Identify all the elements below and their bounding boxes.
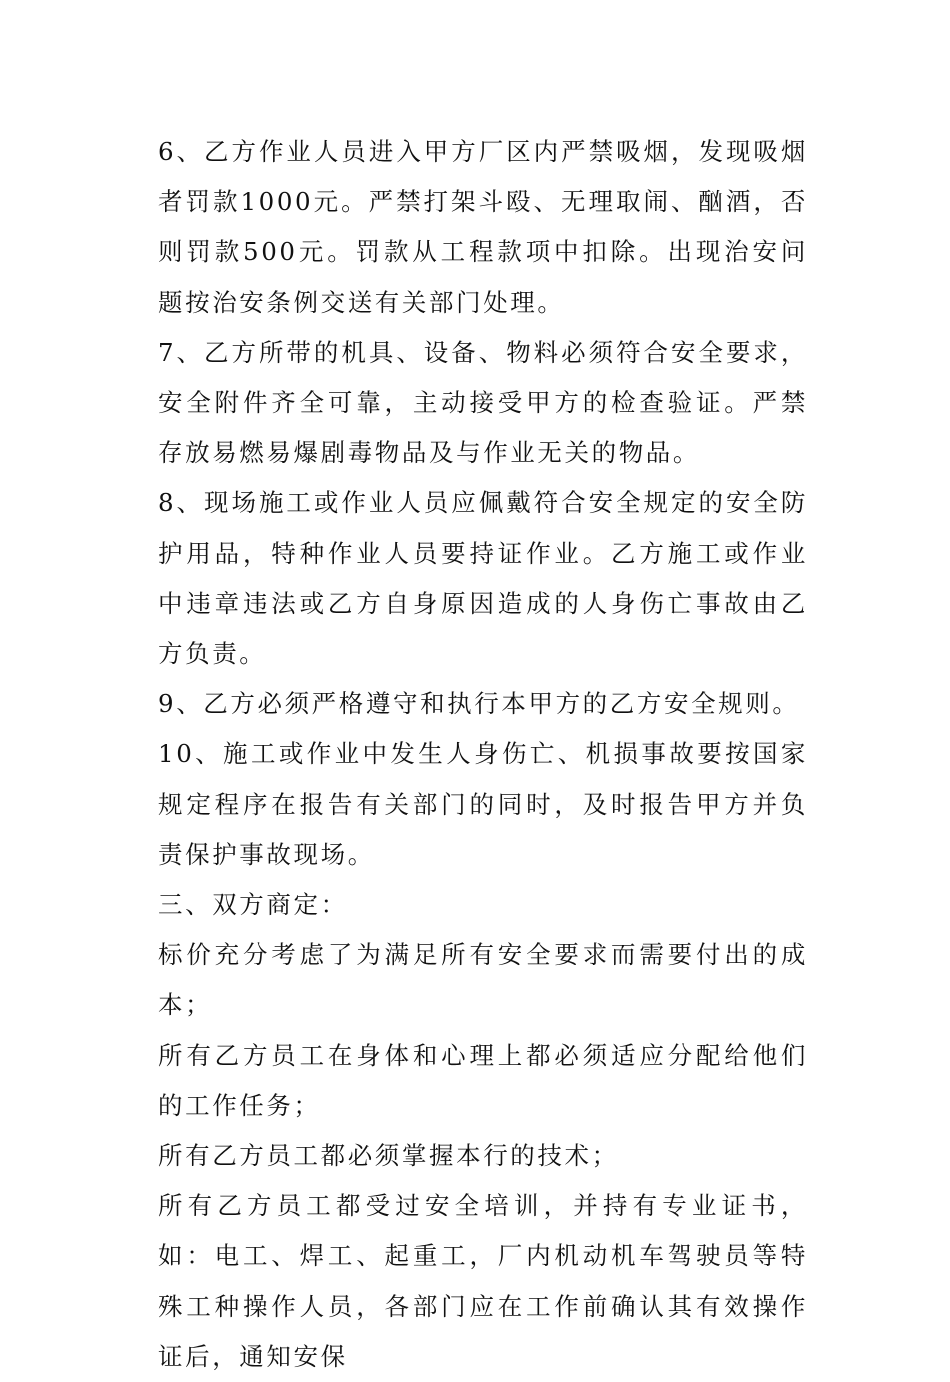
- paragraph-item-6: 6、乙方作业人员进入甲方厂区内严禁吸烟，发现吸烟者罚款1000元。严禁打架斗殴、无理取闹、酗酒，否则罚款500元。罚款从工程款项中扣除。出现治安问题按治安条例交送有关部门处理。: [158, 137, 808, 317]
- paragraph-item-8: 8、现场施工或作业人员应佩戴符合安全规定的安全防护用品，特种作业人员要持证作业。乙方施工或作业中违章违法或乙方自身原因造成的人身伤亡事故由乙方负责。: [158, 488, 808, 669]
- agreement-item-4: 所有乙方员工都受过安全培训，并持有专业证书，如：电工、焊工、起重工，厂内机动机车驾驶员等特殊工种操作人员，各部门应在工作前确认其有效操作证后，通知安保: [158, 1191, 808, 1371]
- paragraph-item-10: 10、施工或作业中发生人身伤亡、机损事故要按国家规定程序在报告有关部门的同时，及时报告甲方并负责保护事故现场。: [158, 739, 808, 869]
- agreement-item-3: 所有乙方员工都必须掌握本行的技术；: [158, 1141, 619, 1171]
- paragraph-item-9: 9、乙方必须严格遵守和执行本甲方的乙方安全规则。: [158, 689, 800, 719]
- agreement-item-1: 标价充分考虑了为满足所有安全要求而需要付出的成本；: [158, 940, 808, 1020]
- paragraph-item-7: 7、乙方所带的机具、设备、物料必须符合安全要求，安全附件齐全可靠，主动接受甲方的检查验证。严禁存放易燃易爆剧毒物品及与作业无关的物品。: [158, 337, 808, 468]
- agreement-item-2: 所有乙方员工在身体和心理上都必须适应分配给他们的工作任务；: [158, 1040, 808, 1120]
- section-heading-3: 三、双方商定：: [158, 890, 348, 920]
- document-body: [148, 127, 808, 1382]
